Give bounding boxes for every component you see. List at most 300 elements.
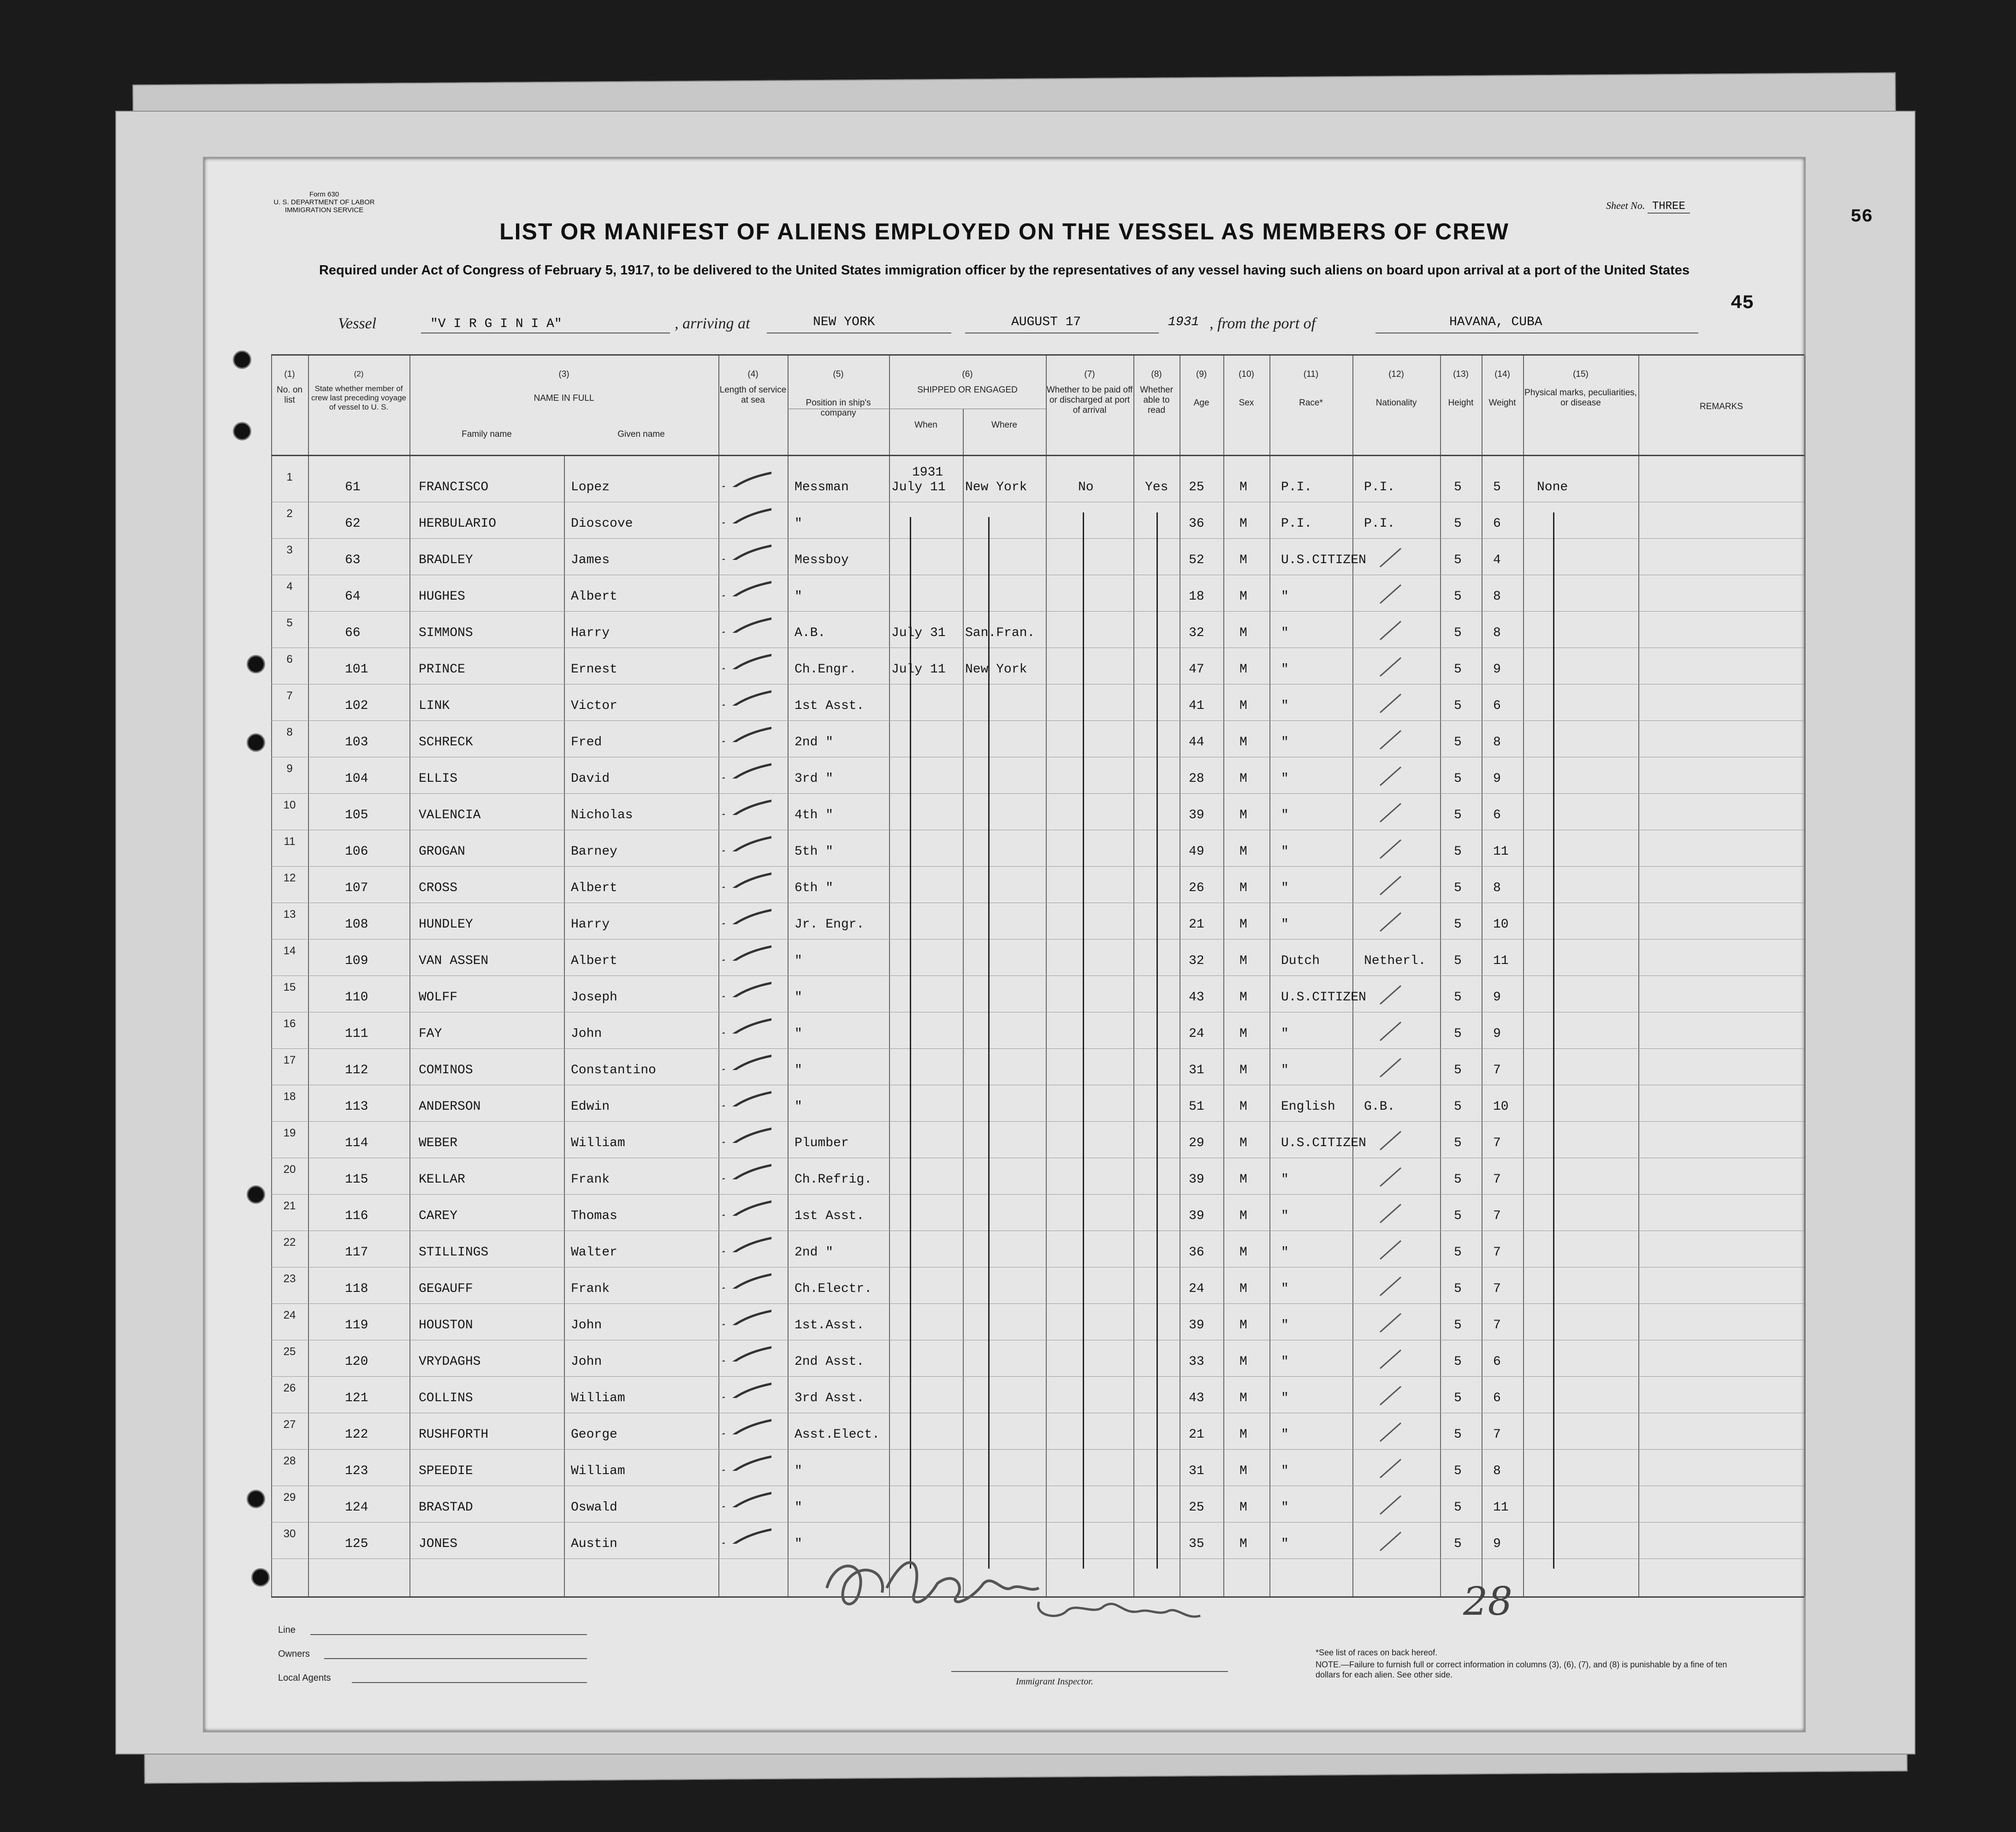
row-number: 7 (286, 690, 293, 702)
binder-hole (247, 1490, 265, 1508)
given-name-cell: Dioscove (571, 517, 633, 531)
arrival-port: NEW YORK (813, 315, 875, 329)
race-cell: " (1281, 589, 1289, 604)
shipped-when-cell: July 11 (891, 480, 946, 494)
row-number: 18 (283, 1090, 296, 1103)
given-name-cell: Albert (571, 881, 617, 895)
given-name-cell: Frank (571, 1172, 610, 1187)
row-number: 12 (283, 872, 296, 884)
service-check-mark (721, 979, 771, 997)
sex-cell: M (1239, 662, 1247, 677)
given-name-cell: Joseph (571, 990, 617, 1005)
age-cell: 21 (1189, 917, 1204, 932)
family-name-cell: STILLINGS (419, 1245, 489, 1260)
prev-voyage-cell: 110 (345, 990, 368, 1005)
service-check-mark (721, 1161, 771, 1179)
service-check-mark (721, 578, 771, 596)
given-name-cell: Thomas (571, 1209, 617, 1223)
race-cell: " (1281, 917, 1289, 932)
col-header-family-name: Family name (462, 429, 512, 439)
race-cell: " (1281, 735, 1289, 749)
sex-cell: M (1239, 772, 1247, 786)
sex-cell: M (1239, 1318, 1247, 1332)
family-name-cell: GEGAUFF (419, 1282, 473, 1296)
weight-cell: 7 (1493, 1428, 1501, 1442)
row-number: 25 (283, 1345, 296, 1358)
row-number: 26 (283, 1382, 296, 1394)
col-header-paid-off: (7) Whether to be paid off or discharged at port of arrival (1046, 369, 1133, 415)
prev-voyage-cell: 119 (345, 1318, 368, 1332)
col-header-sex: (10) Sex (1239, 369, 1254, 408)
row-number: 8 (286, 726, 293, 738)
race-cell: U.S.CITIZEN (1281, 1136, 1366, 1150)
height-cell: 5 (1454, 735, 1462, 749)
sex-cell: M (1239, 553, 1247, 567)
height-cell: 5 (1454, 1172, 1462, 1187)
position-cell: Ch.Electr. (795, 1282, 872, 1296)
row-number: 24 (283, 1309, 296, 1321)
family-name-cell: BRASTAD (419, 1500, 473, 1515)
position-cell: " (795, 1027, 802, 1041)
position-cell: " (795, 954, 802, 968)
weight-cell: 4 (1493, 553, 1501, 567)
position-cell: 3rd " (795, 772, 834, 786)
position-cell: 1st Asst. (795, 1209, 865, 1223)
given-name-cell: Albert (571, 589, 617, 604)
nationality-slash-mark (1378, 1493, 1405, 1517)
race-cell: " (1281, 1537, 1289, 1551)
handwritten-count: 28 (1463, 1579, 1512, 1624)
race-cell: " (1281, 1063, 1289, 1077)
weight-cell: 7 (1493, 1063, 1501, 1077)
nationality-slash-mark (1378, 1275, 1405, 1298)
ditto-stroke-read (1156, 512, 1158, 1569)
row-number: 13 (283, 908, 296, 921)
row-number: 20 (283, 1163, 296, 1176)
prev-voyage-cell: 102 (345, 699, 368, 713)
sex-cell: M (1239, 954, 1247, 968)
col-header-given-name: Given name (617, 429, 665, 439)
nationality-slash-mark (1378, 1020, 1405, 1043)
given-name-cell: George (571, 1428, 617, 1442)
position-cell: " (795, 1464, 802, 1478)
sex-cell: M (1239, 1537, 1247, 1551)
service-check-mark (721, 1380, 771, 1398)
row-number: 29 (283, 1491, 296, 1504)
service-check-mark (721, 651, 771, 669)
weight-cell: 10 (1493, 917, 1509, 932)
nationality-cell: P.I. (1364, 480, 1395, 494)
race-cell: " (1281, 1282, 1289, 1296)
weight-cell: 7 (1493, 1172, 1501, 1187)
prev-voyage-cell: 108 (345, 917, 368, 932)
family-name-cell: ANDERSON (419, 1100, 481, 1114)
family-name-cell: JONES (419, 1537, 458, 1551)
col-header-previous-voyage: (2) State whether member of crew last preceding voyage of vessel to U. S. (311, 369, 406, 411)
age-cell: 41 (1189, 699, 1204, 713)
weight-cell: 6 (1493, 808, 1501, 822)
age-cell: 28 (1189, 772, 1204, 786)
row-number: 9 (286, 762, 293, 775)
family-name-cell: GROGAN (419, 845, 465, 859)
given-name-cell: William (571, 1464, 625, 1478)
row-number: 6 (286, 653, 293, 666)
position-cell: " (795, 1537, 802, 1551)
race-cell: " (1281, 662, 1289, 677)
age-cell: 21 (1189, 1428, 1204, 1442)
row-number: 28 (283, 1455, 296, 1467)
nationality-slash-mark (1378, 1530, 1405, 1553)
from-port-label: , from the port of (1210, 315, 1316, 332)
position-cell: " (795, 1063, 802, 1077)
col-header-able-to-read: (8) Whether able to read (1140, 369, 1173, 415)
family-name-cell: COLLINS (419, 1391, 473, 1405)
prev-voyage-cell: 112 (345, 1063, 368, 1077)
weight-cell: 7 (1493, 1318, 1501, 1332)
prev-voyage-cell: 123 (345, 1464, 368, 1478)
position-cell: 4th " (795, 808, 834, 822)
sex-cell: M (1239, 1209, 1247, 1223)
vessel-label: Vessel (338, 315, 377, 332)
row-number: 30 (283, 1528, 296, 1540)
sex-cell: M (1239, 881, 1247, 895)
given-name-cell: Ernest (571, 662, 617, 677)
height-cell: 5 (1454, 553, 1462, 567)
given-name-cell: William (571, 1136, 625, 1150)
service-check-mark (721, 1489, 771, 1507)
age-cell: 39 (1189, 808, 1204, 822)
service-check-mark (721, 1124, 771, 1143)
given-name-cell: Oswald (571, 1500, 617, 1515)
page-number-secondary: 45 (1731, 292, 1754, 314)
weight-cell: 8 (1493, 1464, 1501, 1478)
sex-cell: M (1239, 1100, 1247, 1114)
weight-cell: 8 (1493, 626, 1501, 640)
row-number: 14 (283, 945, 296, 957)
sex-cell: M (1239, 1245, 1247, 1260)
sheet-number-value: THREE (1648, 200, 1690, 214)
given-name-cell: James (571, 553, 610, 567)
shipped-where-cell: New York (965, 662, 1027, 677)
weight-cell: 8 (1493, 735, 1501, 749)
given-name-cell: Frank (571, 1282, 610, 1296)
row-number: 27 (283, 1418, 296, 1431)
prev-voyage-cell: 62 (345, 517, 361, 531)
age-cell: 26 (1189, 881, 1204, 895)
sex-cell: M (1239, 517, 1247, 531)
age-cell: 32 (1189, 954, 1204, 968)
service-check-mark (721, 906, 771, 924)
height-cell: 5 (1454, 1063, 1462, 1077)
age-cell: 29 (1189, 1136, 1204, 1150)
col-header-height: (13) Height (1448, 369, 1474, 408)
col-header-name: (3) NAME IN FULL (534, 369, 594, 403)
weight-cell: 9 (1493, 990, 1501, 1005)
height-cell: 5 (1454, 699, 1462, 713)
height-cell: 5 (1454, 1282, 1462, 1296)
prev-voyage-cell: 106 (345, 845, 368, 859)
col-header-race: (11) Race* (1299, 369, 1323, 408)
col-header-shipped: (6) SHIPPED OR ENGAGED (917, 369, 1018, 395)
prev-voyage-cell: 111 (345, 1027, 368, 1041)
given-name-cell: John (571, 1355, 602, 1369)
col-header-where: Where (991, 420, 1017, 430)
sheet-number (1606, 200, 1690, 213)
inspector-signature (818, 1542, 1279, 1634)
family-name-cell: COMINOS (419, 1063, 473, 1077)
height-cell: 5 (1454, 662, 1462, 677)
position-cell: Plumber (795, 1136, 849, 1150)
prev-voyage-cell: 61 (345, 480, 361, 494)
row-number: 2 (286, 507, 293, 520)
family-name-cell: FRANCISCO (419, 480, 489, 494)
col-header-nationality: (12) Nationality (1376, 369, 1417, 408)
binder-hole (247, 1185, 265, 1204)
position-cell: 2nd " (795, 735, 834, 749)
given-name-cell: Lopez (571, 480, 610, 494)
race-cell: " (1281, 1464, 1289, 1478)
family-name-cell: VALENCIA (419, 808, 481, 822)
race-cell: " (1281, 845, 1289, 859)
service-check-mark (721, 797, 771, 815)
nationality-slash-mark (1378, 874, 1405, 897)
family-name-cell: CROSS (419, 881, 458, 895)
row-number: 16 (283, 1017, 296, 1030)
line-label: Line (278, 1625, 296, 1635)
position-cell: Jr. Engr. (795, 917, 865, 932)
age-cell: 39 (1189, 1209, 1204, 1223)
weight-cell: 7 (1493, 1245, 1501, 1260)
race-cell: " (1281, 772, 1289, 786)
physical-marks-cell: None (1537, 480, 1568, 494)
nationality-slash-mark (1378, 1056, 1405, 1079)
service-check-mark (721, 1015, 771, 1034)
nationality-slash-mark (1378, 1129, 1405, 1152)
prev-voyage-cell: 124 (345, 1500, 368, 1515)
given-name-cell: William (571, 1391, 625, 1405)
page-subtitle: Required under Act of Congress of February 5, 1917, to be delivered to the United States immigration officer by the representatives of any vessel having such aliens on board upon arrival at a port of the United States (319, 263, 1690, 278)
prev-voyage-cell: 107 (345, 881, 368, 895)
sex-cell: M (1239, 1500, 1247, 1515)
weight-cell: 7 (1493, 1282, 1501, 1296)
form-id-block (264, 190, 384, 214)
height-cell: 5 (1454, 1355, 1462, 1369)
sex-cell: M (1239, 589, 1247, 604)
age-cell: 33 (1189, 1355, 1204, 1369)
height-cell: 5 (1454, 808, 1462, 822)
height-cell: 5 (1454, 1464, 1462, 1478)
height-cell: 5 (1454, 954, 1462, 968)
nationality-slash-mark (1378, 1457, 1405, 1480)
position-cell: Asst.Elect. (795, 1428, 880, 1442)
row-number: 5 (286, 617, 293, 629)
sex-cell: M (1239, 1428, 1247, 1442)
department-name: U. S. DEPARTMENT OF LABOR (273, 198, 375, 206)
service-check-mark (721, 833, 771, 851)
nationality-slash-mark (1378, 983, 1405, 1006)
col-header-weight: (14) Weight (1488, 369, 1516, 408)
age-cell: 36 (1189, 1245, 1204, 1260)
height-cell: 5 (1454, 1318, 1462, 1332)
given-name-cell: Walter (571, 1245, 617, 1260)
race-cell: " (1281, 881, 1289, 895)
row-number: 17 (283, 1054, 296, 1066)
family-name-cell: WEBER (419, 1136, 458, 1150)
sex-cell: M (1239, 1282, 1247, 1296)
nationality-slash-mark (1378, 1166, 1405, 1189)
nationality-slash-mark (1378, 1202, 1405, 1225)
height-cell: 5 (1454, 881, 1462, 895)
weight-cell: 11 (1493, 954, 1509, 968)
prev-voyage-cell: 64 (345, 589, 361, 604)
sex-cell: M (1239, 1027, 1247, 1041)
prev-voyage-cell: 114 (345, 1136, 368, 1150)
col-header-physical-marks: (15) Physical marks, peculiarities, or disease (1524, 369, 1637, 408)
row-number: 21 (283, 1200, 296, 1212)
service-check-mark (721, 1052, 771, 1070)
weight-cell: 5 (1493, 480, 1501, 494)
binder-hole (247, 733, 265, 752)
sex-cell: M (1239, 699, 1247, 713)
family-name-cell: HUGHES (419, 589, 465, 604)
weight-cell: 6 (1493, 699, 1501, 713)
family-name-cell: CAREY (419, 1209, 458, 1223)
position-cell: Messman (795, 480, 849, 494)
prev-voyage-cell: 120 (345, 1355, 368, 1369)
service-check-mark (721, 505, 771, 523)
sex-cell: M (1239, 480, 1247, 494)
service-check-mark (721, 469, 771, 487)
service-check-mark (721, 1343, 771, 1362)
row-number: 23 (283, 1273, 296, 1285)
weight-cell: 6 (1493, 517, 1501, 531)
weight-cell: 9 (1493, 1537, 1501, 1551)
row-number: 4 (286, 580, 293, 593)
prev-voyage-cell: 117 (345, 1245, 368, 1260)
height-cell: 5 (1454, 772, 1462, 786)
arrival-year: 1931 (1168, 315, 1199, 329)
race-cell: " (1281, 1172, 1289, 1187)
nationality-slash-mark (1378, 910, 1405, 934)
position-cell: " (795, 589, 802, 604)
col-header-remarks: REMARKS (1700, 402, 1743, 411)
col-header-length-of-service: (4) Length of service at sea (719, 369, 787, 405)
local-agents-label: Local Agents (278, 1673, 331, 1683)
given-name-cell: Harry (571, 917, 610, 932)
age-cell: 31 (1189, 1063, 1204, 1077)
age-cell: 49 (1189, 845, 1204, 859)
height-cell: 5 (1454, 517, 1462, 531)
age-cell: 43 (1189, 990, 1204, 1005)
prev-voyage-cell: 63 (345, 553, 361, 567)
able-to-read-cell: Yes (1145, 480, 1168, 494)
service-check-mark (721, 1452, 771, 1471)
race-cell: Dutch (1281, 954, 1320, 968)
age-cell: 24 (1189, 1027, 1204, 1041)
race-cell: English (1281, 1100, 1335, 1114)
weight-cell: 7 (1493, 1209, 1501, 1223)
sex-cell: M (1239, 735, 1247, 749)
nationality-slash-mark (1378, 1421, 1405, 1444)
nationality-slash-mark (1378, 546, 1405, 569)
shipped-where-cell: New York (965, 480, 1027, 494)
nationality-slash-mark (1378, 1348, 1405, 1371)
sex-cell: M (1239, 626, 1247, 640)
height-cell: 5 (1454, 1136, 1462, 1150)
service-check-mark (721, 1416, 771, 1434)
nationality-slash-mark (1378, 692, 1405, 715)
nationality-slash-mark (1378, 765, 1405, 788)
immigrant-inspector-label: Immigrant Inspector. (1016, 1677, 1093, 1687)
given-name-cell: Harry (571, 626, 610, 640)
nationality-cell: G.B. (1364, 1100, 1395, 1114)
col-header-position: (5) Position in ship's company (806, 369, 871, 418)
page-title: LIST OR MANIFEST OF ALIENS EMPLOYED ON THE VESSEL AS MEMBERS OF CREW (499, 219, 1509, 244)
nationality-slash-mark (1378, 728, 1405, 751)
given-name-cell: Albert (571, 954, 617, 968)
age-cell: 39 (1189, 1318, 1204, 1332)
sex-cell: M (1239, 1391, 1247, 1405)
race-cell: " (1281, 1245, 1289, 1260)
weight-cell: 10 (1493, 1100, 1509, 1114)
age-cell: 47 (1189, 662, 1204, 677)
given-name-cell: Austin (571, 1537, 617, 1551)
family-name-cell: HOUSTON (419, 1318, 473, 1332)
sex-cell: M (1239, 1464, 1247, 1478)
prev-voyage-cell: 104 (345, 772, 368, 786)
height-cell: 5 (1454, 1027, 1462, 1041)
binder-hole (233, 422, 251, 440)
weight-cell: 11 (1493, 845, 1509, 859)
given-name-cell: Barney (571, 845, 617, 859)
row-number: 19 (283, 1127, 296, 1139)
race-cell: " (1281, 626, 1289, 640)
age-cell: 24 (1189, 1282, 1204, 1296)
shipped-year-cell: 1931 (912, 465, 943, 480)
position-cell: " (795, 1500, 802, 1515)
given-name-cell: John (571, 1027, 602, 1041)
height-cell: 5 (1454, 917, 1462, 932)
sex-cell: M (1239, 990, 1247, 1005)
sex-cell: M (1239, 1172, 1247, 1187)
given-name-cell: Fred (571, 735, 602, 749)
weight-cell: 8 (1493, 589, 1501, 604)
prev-voyage-cell: 103 (345, 735, 368, 749)
service-check-mark (721, 1525, 771, 1544)
nationality-slash-mark (1378, 1384, 1405, 1407)
given-name-cell: Victor (571, 699, 617, 713)
weight-cell: 7 (1493, 1136, 1501, 1150)
age-cell: 31 (1189, 1464, 1204, 1478)
race-cell: P.I. (1281, 517, 1312, 531)
age-cell: 32 (1189, 626, 1204, 640)
race-cell: " (1281, 1428, 1289, 1442)
position-cell: " (795, 1100, 802, 1114)
prev-voyage-cell: 125 (345, 1537, 368, 1551)
family-name-cell: VAN ASSEN (419, 954, 489, 968)
service-check-mark (721, 724, 771, 742)
departure-port: HAVANA, CUBA (1449, 315, 1542, 329)
weight-cell: 8 (1493, 881, 1501, 895)
family-name-cell: PRINCE (419, 662, 465, 677)
service-check-mark (721, 687, 771, 706)
position-cell: 2nd " (795, 1245, 834, 1260)
service-check-mark (721, 614, 771, 633)
race-cell: " (1281, 1500, 1289, 1515)
shipped-when-cell: July 11 (891, 662, 946, 677)
race-cell: U.S.CITIZEN (1281, 990, 1366, 1005)
prev-voyage-cell: 115 (345, 1172, 368, 1187)
